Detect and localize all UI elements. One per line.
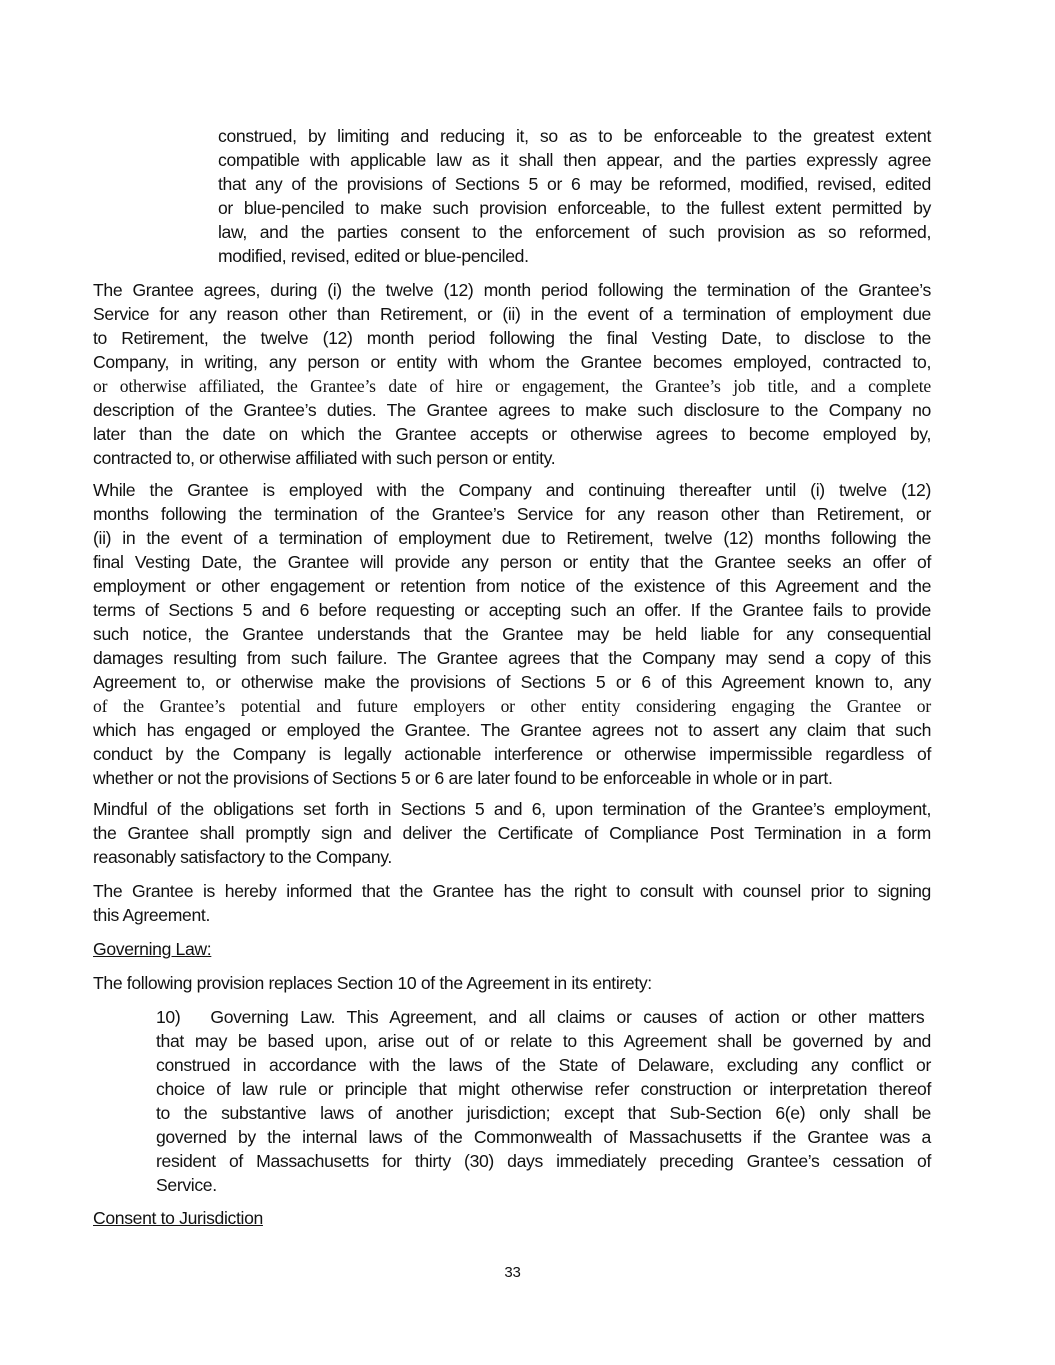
text-line: construed, by limiting and reducing it, so as to be enforceable to the greatest extent (218, 126, 931, 146)
page-number: 33 (504, 1264, 521, 1281)
text-line: Company, in writing, any person or entity with whom the Grantee becomes employed, contracted to, (93, 352, 931, 372)
text-line: that any of the provisions of Sections 5 or 6 may be reformed, modified, revised, edited (218, 174, 931, 194)
text-line: later than the date on which the Grantee accepts or otherwise agrees to become employed by, (93, 424, 931, 444)
text-line: choice of law rule or principle that might otherwise refer construction or interpretation thereof (156, 1079, 931, 1099)
text-line (156, 1005, 931, 1029)
text-line: Mindful of the obligations set forth in Sections 5 and 6, upon termination of the Grantee’s employment, (93, 799, 931, 819)
replacement-intro (93, 971, 931, 995)
text-line: compatible with applicable law as it shall then appear, and the parties expressly agree (218, 150, 931, 170)
text-line: governed by the internal laws of the Commonwealth of Massachusetts if the Grantee was a (156, 1127, 931, 1147)
text-line: the Grantee shall promptly sign and deliver the Certificate of Compliance Post Termination in a form (93, 823, 931, 843)
text-line: that may be based upon, arise out of or relate to this Agreement shall be governed by and (156, 1031, 931, 1051)
text-line: Agreement to, or otherwise make the provisions of Sections 5 or 6 of this Agreement known to, any (93, 672, 931, 692)
text-line: which has engaged or employed the Grantee. The Grantee agrees not to assert any claim that such (93, 720, 931, 740)
text-line: or otherwise affiliated, the Grantee’s date of hire or engagement, the Grantee’s job title, and a complete (93, 376, 931, 396)
text-line: whether or not the provisions of Sections 5 or 6 are later found to be enforceable in whole or in part. (93, 768, 833, 788)
consent-to-jurisdiction-heading: Consent to Jurisdiction (93, 1208, 263, 1228)
text-line: contracted to, or otherwise affiliated with such person or entity. (93, 448, 556, 468)
notice-paragraph (93, 478, 931, 790)
text-line: (ii) in the event of a termination of employment due to Retirement, twelve (12) months following the (93, 528, 931, 548)
text-line: to Retirement, the twelve (12) month period following the final Vesting Date, to disclose to the (93, 328, 931, 348)
text-line: description of the Grantee’s duties. The Grantee agrees to make such disclosure to the Company no (93, 400, 931, 420)
text-line: to the substantive laws of another jurisdiction; except that Sub-Section 6(e) only shall be (156, 1103, 931, 1123)
disclosure-paragraph (93, 278, 931, 470)
counsel-paragraph (93, 879, 931, 927)
text-line: conduct by the Company is legally actionable interference or otherwise impermissible regardless of (93, 744, 931, 764)
section-number: 10) (156, 1007, 181, 1027)
text-line: final Vesting Date, the Grantee will provide any person or entity that the Grantee seeks an offer of (93, 552, 931, 572)
text-line: modified, revised, edited or blue-penciled. (218, 246, 529, 266)
text-line: employment or other engagement or retention from notice of the existence of this Agreement and the (93, 576, 931, 596)
text-line: law, and the parties consent to the enforcement of such provision as so reformed, (218, 222, 931, 242)
text-line: The following provision replaces Section 10 of the Agreement in its entirety: (93, 973, 652, 993)
text-line: such notice, the Grantee understands that the Grantee may be held liable for any consequential (93, 624, 931, 644)
text-line: months following the termination of the Grantee’s Service for any reason other than Retirement, or (93, 504, 931, 524)
text-line: this Agreement. (93, 905, 210, 925)
text-line: damages resulting from such failure. The Grantee agrees that the Company may send a copy of this (93, 648, 931, 668)
governing-law-heading: Governing Law: (93, 939, 212, 959)
text-line: resident of Massachusetts for thirty (30) days immediately preceding Grantee’s cessation of (156, 1151, 931, 1171)
text-line: While the Grantee is employed with the Company and continuing thereafter until (i) twelve (12) (93, 480, 931, 500)
section-10-first-line: Governing Law. This Agreement, and all claims or causes of action or other matters (210, 1007, 925, 1027)
text-line: The Grantee agrees, during (i) the twelve (12) month period following the termination of the Grantee’s (93, 280, 931, 300)
text-line: Service. (156, 1175, 217, 1195)
text-line: or blue-penciled to make such provision enforceable, to the fullest extent permitted by (218, 198, 931, 218)
section-10-paragraph (156, 1005, 931, 1197)
text-line: Service for any reason other than Retirement, or (ii) in the event of a termination of employment due (93, 304, 931, 324)
text-line: reasonably satisfactory to the Company. (93, 847, 392, 867)
text-line: terms of Sections 5 and 6 before requesting or accepting such an offer. If the Grantee fails to provide (93, 600, 931, 620)
text-line: construed in accordance with the laws of the State of Delaware, excluding any conflict or (156, 1055, 931, 1075)
certificate-paragraph (93, 797, 931, 869)
text-line: of the Grantee’s potential and future employers or other entity considering engaging the Grantee or (93, 696, 931, 716)
text-line: The Grantee is hereby informed that the Grantee has the right to consult with counsel prior to signing (93, 881, 931, 901)
severability-paragraph (218, 124, 931, 268)
